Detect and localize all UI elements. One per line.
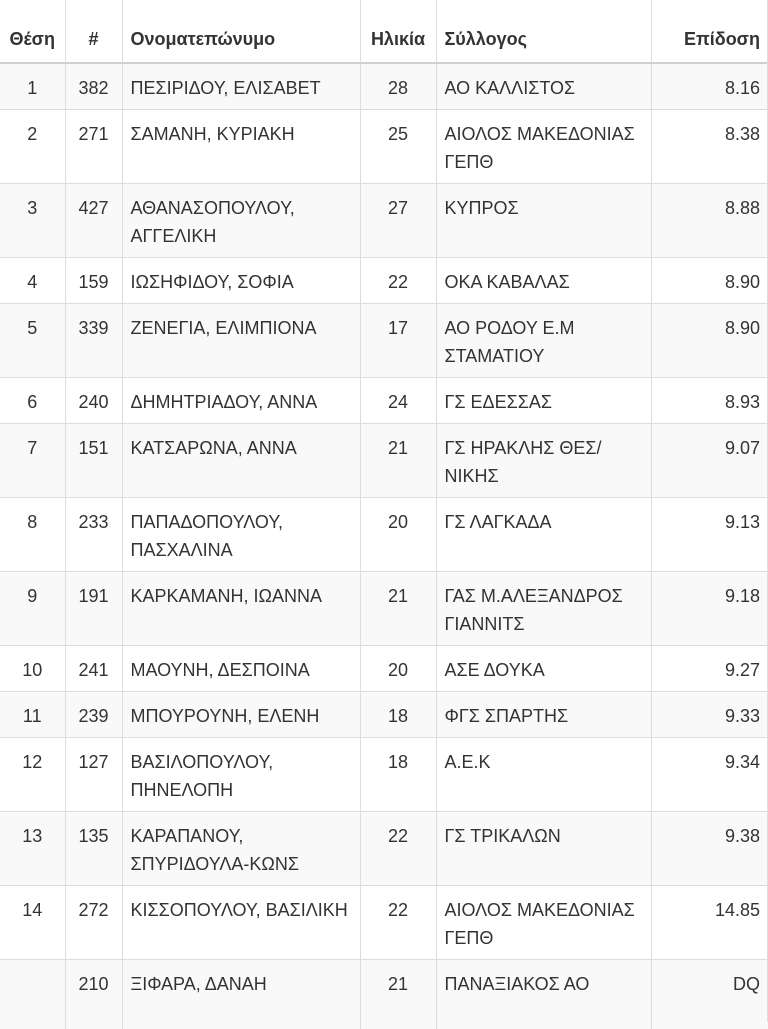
cell-club: ΓΣ ΗΡΑΚΛΗΣ ΘΕΣ/ΝΙΚΗΣ: [436, 423, 651, 497]
cell-performance: 9.07: [651, 423, 768, 497]
cell-bib: 272: [65, 885, 122, 959]
cell-performance: 9.38: [651, 811, 768, 885]
cell-club: ΑΙΟΛΟΣ ΜΑΚΕΔΟΝΙΑΣ ΓΕΠΘ: [436, 109, 651, 183]
cell-age: 22: [360, 885, 436, 959]
cell-club: ΚΥΠΡΟΣ: [436, 183, 651, 257]
table-row: [0, 497, 768, 571]
cell-age: 20: [360, 497, 436, 571]
table-row: [0, 959, 768, 1029]
cell-position: [0, 959, 65, 1029]
cell-bib: 135: [65, 811, 122, 885]
cell-performance: 9.27: [651, 645, 768, 691]
table-row: [0, 691, 768, 737]
cell-club: ΠΑΝΑΞΙΑΚΟΣ ΑΟ: [436, 959, 651, 1029]
cell-name: ΞΙΦΑΡΑ, ΔΑΝΑΗ: [122, 959, 360, 1029]
cell-bib: 382: [65, 63, 122, 109]
cell-club: ΓΣ ΕΔΕΣΣΑΣ: [436, 377, 651, 423]
cell-position: 8: [0, 497, 65, 571]
cell-club: ΑΣΕ ΔΟΥΚΑ: [436, 645, 651, 691]
results-table-body: [0, 63, 768, 1029]
cell-performance: 8.88: [651, 183, 768, 257]
table-row: [0, 645, 768, 691]
cell-club: ΦΓΣ ΣΠΑΡΤΗΣ: [436, 691, 651, 737]
cell-name: ΖΕΝΕΓΙΑ, ΕΛΙΜΠΙΟΝΑ: [122, 303, 360, 377]
cell-position: 13: [0, 811, 65, 885]
column-header-performance: Επίδοση: [651, 0, 768, 63]
cell-bib: 240: [65, 377, 122, 423]
cell-age: 17: [360, 303, 436, 377]
cell-club: ΓΑΣ Μ.ΑΛΕΞΑΝΔΡΟΣ ΓΙΑΝΝΙΤΣ: [436, 571, 651, 645]
cell-name: ΚΑΡΚΑΜΑΝΗ, ΙΩΑΝΝΑ: [122, 571, 360, 645]
cell-performance: 9.34: [651, 737, 768, 811]
cell-bib: 127: [65, 737, 122, 811]
column-header-bib: #: [65, 0, 122, 63]
cell-position: 9: [0, 571, 65, 645]
cell-name: ΠΕΣΙΡΙΔΟΥ, ΕΛΙΣΑΒΕΤ: [122, 63, 360, 109]
cell-bib: 427: [65, 183, 122, 257]
cell-bib: 271: [65, 109, 122, 183]
cell-position: 7: [0, 423, 65, 497]
cell-name: ΜΠΟΥΡΟΥΝΗ, ΕΛΕΝΗ: [122, 691, 360, 737]
column-header-age: Ηλικία: [360, 0, 436, 63]
table-row: [0, 303, 768, 377]
table-row: [0, 109, 768, 183]
table-row: [0, 571, 768, 645]
cell-bib: 151: [65, 423, 122, 497]
cell-age: 22: [360, 811, 436, 885]
table-row: [0, 811, 768, 885]
cell-position: 10: [0, 645, 65, 691]
cell-bib: 210: [65, 959, 122, 1029]
cell-performance: 8.93: [651, 377, 768, 423]
cell-bib: 233: [65, 497, 122, 571]
table-row: [0, 257, 768, 303]
cell-name: ΜΑΟΥΝΗ, ΔΕΣΠΟΙΝΑ: [122, 645, 360, 691]
cell-club: ΑΙΟΛΟΣ ΜΑΚΕΔΟΝΙΑΣ ΓΕΠΘ: [436, 885, 651, 959]
cell-position: 11: [0, 691, 65, 737]
cell-performance: 8.90: [651, 303, 768, 377]
cell-name: ΚΑΡΑΠΑΝΟΥ, ΣΠΥΡΙΔΟΥΛΑ-ΚΩΝΣ: [122, 811, 360, 885]
cell-age: 18: [360, 691, 436, 737]
results-table-header: [0, 0, 768, 63]
cell-position: 12: [0, 737, 65, 811]
cell-age: 22: [360, 257, 436, 303]
cell-bib: 239: [65, 691, 122, 737]
cell-age: 24: [360, 377, 436, 423]
cell-club: ΓΣ ΛΑΓΚΑΔΑ: [436, 497, 651, 571]
cell-name: ΚΙΣΣΟΠΟΥΛΟΥ, ΒΑΣΙΛΙΚΗ: [122, 885, 360, 959]
table-row: [0, 183, 768, 257]
cell-position: 6: [0, 377, 65, 423]
cell-bib: 191: [65, 571, 122, 645]
cell-club: ΓΣ ΤΡΙΚΑΛΩΝ: [436, 811, 651, 885]
cell-age: 21: [360, 959, 436, 1029]
cell-bib: 241: [65, 645, 122, 691]
table-row: [0, 423, 768, 497]
cell-age: 25: [360, 109, 436, 183]
cell-club: ΑΟ ΚΑΛΛΙΣΤΟΣ: [436, 63, 651, 109]
cell-age: 21: [360, 571, 436, 645]
table-row: [0, 885, 768, 959]
table-row: [0, 63, 768, 109]
cell-name: ΔΗΜΗΤΡΙΑΔΟΥ, ΑΝΝΑ: [122, 377, 360, 423]
cell-age: 27: [360, 183, 436, 257]
cell-name: ΠΑΠΑΔΟΠΟΥΛΟΥ, ΠΑΣΧΑΛΙΝΑ: [122, 497, 360, 571]
cell-performance: 9.18: [651, 571, 768, 645]
cell-age: 20: [360, 645, 436, 691]
cell-position: 2: [0, 109, 65, 183]
cell-position: 3: [0, 183, 65, 257]
cell-club: ΟΚΑ ΚΑΒΑΛΑΣ: [436, 257, 651, 303]
table-row: [0, 377, 768, 423]
cell-name: ΙΩΣΗΦΙΔΟΥ, ΣΟΦΙΑ: [122, 257, 360, 303]
table-row: [0, 737, 768, 811]
cell-performance: 9.13: [651, 497, 768, 571]
cell-name: ΑΘΑΝΑΣΟΠΟΥΛΟΥ, ΑΓΓΕΛΙΚΗ: [122, 183, 360, 257]
cell-name: ΣΑΜΑΝΗ, ΚΥΡΙΑΚΗ: [122, 109, 360, 183]
cell-age: 28: [360, 63, 436, 109]
cell-age: 18: [360, 737, 436, 811]
cell-performance: DQ: [651, 959, 768, 1029]
column-header-position: Θέση: [0, 0, 65, 63]
cell-bib: 339: [65, 303, 122, 377]
cell-performance: 14.85: [651, 885, 768, 959]
column-header-club: Σύλλογος: [436, 0, 651, 63]
cell-performance: 8.38: [651, 109, 768, 183]
cell-club: ΑΟ ΡΟΔΟΥ Ε.Μ ΣΤΑΜΑΤΙΟΥ: [436, 303, 651, 377]
cell-position: 14: [0, 885, 65, 959]
cell-performance: 8.16: [651, 63, 768, 109]
cell-age: 21: [360, 423, 436, 497]
cell-performance: 9.33: [651, 691, 768, 737]
cell-position: 1: [0, 63, 65, 109]
cell-name: ΚΑΤΣΑΡΩΝΑ, ΑΝΝΑ: [122, 423, 360, 497]
cell-position: 5: [0, 303, 65, 377]
column-header-name: Ονοματεπώνυμο: [122, 0, 360, 63]
cell-position: 4: [0, 257, 65, 303]
cell-performance: 8.90: [651, 257, 768, 303]
cell-name: ΒΑΣΙΛΟΠΟΥΛΟΥ, ΠΗΝΕΛΟΠΗ: [122, 737, 360, 811]
cell-club: Α.Ε.Κ: [436, 737, 651, 811]
cell-bib: 159: [65, 257, 122, 303]
